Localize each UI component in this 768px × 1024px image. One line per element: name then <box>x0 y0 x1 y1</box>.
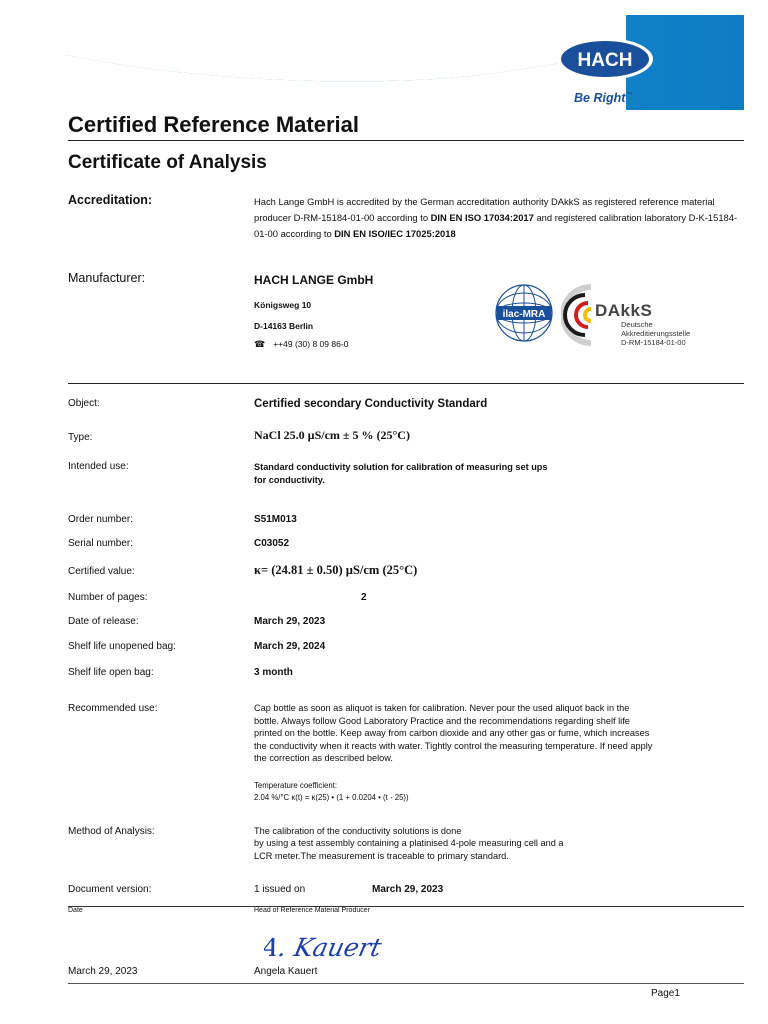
document-version-value: 1 issued on <box>254 884 306 895</box>
shelf-life-open-label: Shelf life open bag: <box>68 667 154 678</box>
serial-number-value: C03052 <box>254 538 290 549</box>
signature-date: March 29, 2023 <box>68 966 138 977</box>
ilac-mra-logo <box>493 283 555 343</box>
document-version-date: March 29, 2023 <box>372 884 444 895</box>
title-divider <box>68 140 744 141</box>
handwritten-signature <box>264 922 394 966</box>
signature-script: A. Kauert <box>264 933 384 962</box>
date-of-release-label: Date of release: <box>68 616 139 627</box>
certified-value-label: Certified value: <box>68 566 135 577</box>
manufacturer-label: Manufacturer: <box>68 271 146 285</box>
method-of-analysis-label: Method of Analysis: <box>68 826 155 837</box>
certified-value: κ= (24.81 ± 0.50) µS/cm (25°C) <box>254 563 418 577</box>
manufacturer-name: HACH LANGE GmbH <box>254 273 374 287</box>
order-number-label: Order number: <box>68 514 134 525</box>
order-number-value: S51M013 <box>254 514 297 525</box>
recommended-use-text: Cap bottle as soon as aliquot is taken for calibration. Never pour the used aliquot back in the bottle. Always follow Good Laboratory Practice and the recommendations regarding shelf life printed on the bottle. Keep away from carbon dioxide and any other gas or fume, which increases the conductivity when it reacts with water. Tightly control the measuring temperature. If need apply the correction as described below. <box>254 703 653 764</box>
intended-use-line-1: Standard conductivity solution for calibration of measuring set ups <box>254 462 548 472</box>
page-footer-rule <box>68 983 744 984</box>
phone-number: ++49 (30) 8 09 86-0 <box>273 339 349 349</box>
logo-text: HACH <box>577 50 633 71</box>
tagline-text: Be Right <box>574 91 626 105</box>
method-line-2: by using a test assembly containing a platinised 4-pole measuring cell and a <box>254 838 564 848</box>
date-of-release-value: March 29, 2023 <box>254 616 326 627</box>
page-title: Certified Reference Material <box>68 112 359 137</box>
intended-use-line-2: for conductivity. <box>254 475 325 485</box>
accreditation-standard-2: DIN EN ISO/IEC 17025:2018 <box>334 228 456 239</box>
temperature-coefficient-label: Temperature coefficient: <box>254 781 338 790</box>
hach-logo <box>555 36 655 82</box>
method-line-3: LCR meter.The measurement is traceable to primary standard. <box>254 851 509 861</box>
accreditation-text <box>254 194 744 242</box>
accreditation-label: Accreditation: <box>68 193 153 207</box>
footer-divider <box>68 906 744 907</box>
object-label: Object: <box>68 398 100 409</box>
page-number: Page1 <box>651 988 680 999</box>
serial-number-label: Serial number: <box>68 538 134 549</box>
document-version-label: Document version: <box>68 884 152 895</box>
head-caption: Head of Reference Material Producer <box>254 907 370 914</box>
phone-icon: ☎ <box>254 339 266 349</box>
recommended-use-label: Recommended use: <box>68 703 158 714</box>
dakks-subtitle <box>621 320 690 347</box>
dakks-line-1: Deutsche <box>621 320 653 329</box>
object-value: Certified secondary Conductivity Standard <box>254 398 488 410</box>
intended-use-label: Intended use: <box>68 461 129 472</box>
dakks-line-3: D-RM-15184-01-00 <box>621 338 686 347</box>
manufacturer-street: Königsweg 10 <box>254 300 312 310</box>
date-caption: Date <box>68 907 83 914</box>
type-label: Type: <box>68 432 93 443</box>
manufacturer-city: D-14163 Berlin <box>254 321 314 331</box>
manufacturer-phone <box>254 339 348 350</box>
page-subtitle: Certificate of Analysis <box>68 152 267 173</box>
trademark-symbol: ™ <box>625 91 633 99</box>
temperature-coefficient-formula: 2.04 %/°C κ(t) = κ(25) • (1 + 0.0204 • (t - 25)) <box>254 793 409 802</box>
accreditation-standard-1: DIN EN ISO 17034:2017 <box>430 212 534 223</box>
accreditation-text-2: and registered calibration laboratory D-K-15184-01-00 according to <box>254 212 738 239</box>
brand-tagline <box>574 91 632 105</box>
number-of-pages-label: Number of pages: <box>68 592 148 603</box>
signer-name: Angela Kauert <box>254 966 318 977</box>
shelf-life-open-value: 3 month <box>254 667 293 678</box>
type-value: NaCl 25.0 µS/cm ± 5 % (25°C) <box>254 428 410 442</box>
ilac-text: ilac-MRA <box>502 309 546 320</box>
number-of-pages-value: 2 <box>361 592 367 603</box>
dakks-line-2: Akkreditierungsstelle <box>621 329 691 338</box>
shelf-life-unopened-label: Shelf life unopened bag: <box>68 641 176 652</box>
shelf-life-unopened-value: March 29, 2024 <box>254 641 326 652</box>
section-divider <box>68 383 744 384</box>
dakks-name: DAkkS <box>595 301 653 320</box>
accreditation-text-1: Hach Lange GmbH is accredited by the German accreditation authority DAkkS as registered reference material producer D-RM-15184-01-00 according to <box>254 196 715 223</box>
method-line-1: The calibration of the conductivity solutions is done <box>254 826 462 836</box>
